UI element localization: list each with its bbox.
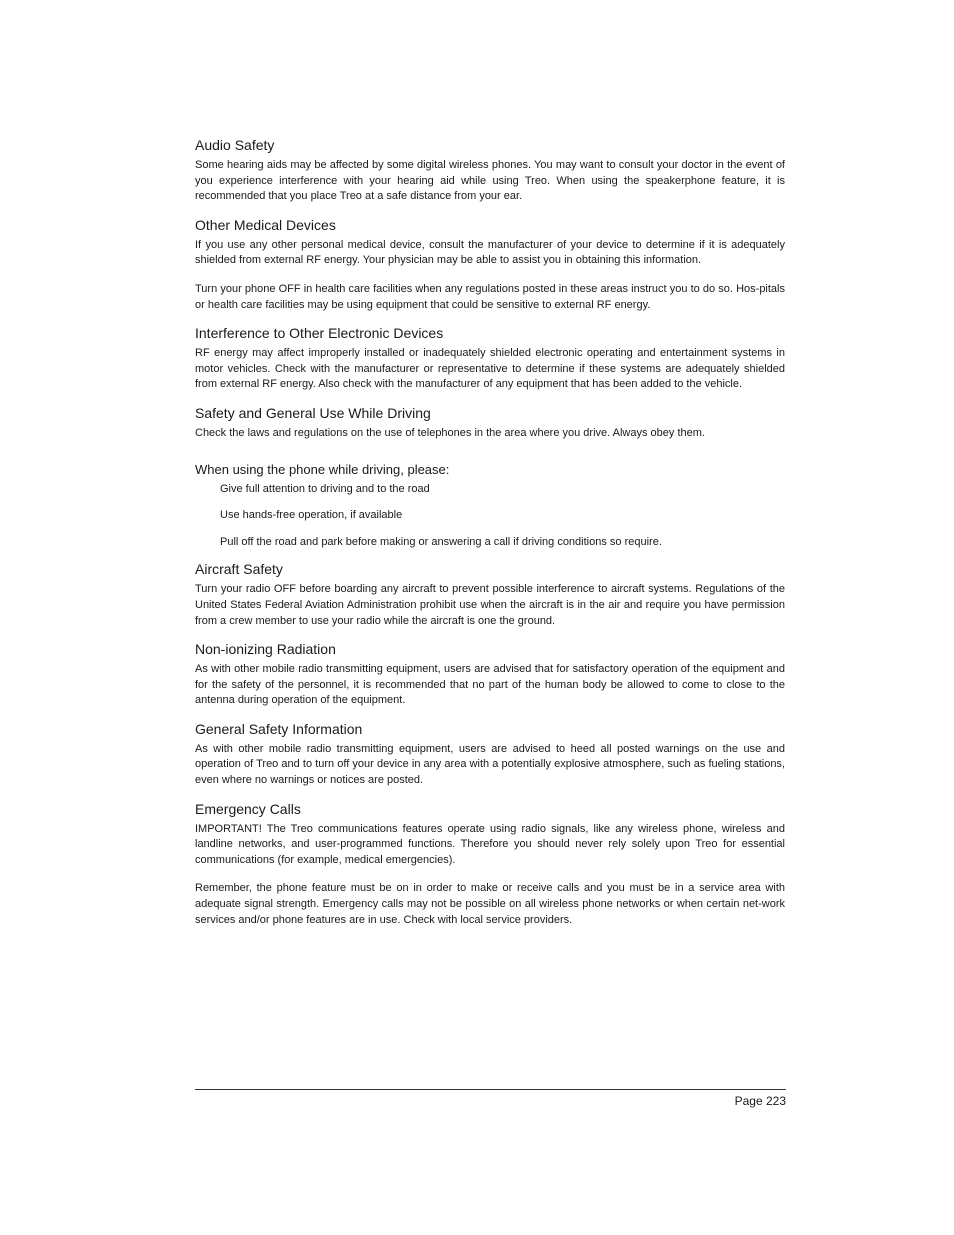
section-paragraph: Check the laws and regulations on the use of telephones in the area where you drive. Always obey them. <box>195 426 705 439</box>
section-paragraph: If you use any other personal medical device, consult the manufacturer of your device to determine if it is adequately shielded from external RF energy. Your physician may be able to assist you in obtaining this information. <box>195 238 785 267</box>
section-non-ionizing-radiation <box>195 640 785 709</box>
section-paragraph: Turn your phone OFF in health care facilities when any regulations posted in these areas instruct you to do so. Hos-pitals or health care facilities may be using equipment that could be sensitive to external RF energy. <box>195 282 785 311</box>
section-audio-safety <box>195 136 785 205</box>
section-heading: Interference to Other Electronic Devices <box>195 325 444 342</box>
driving-lead: When using the phone while driving, please: <box>195 461 450 477</box>
section-paragraph: Remember, the phone feature must be on in order to make or receive calls and you must be in a service area with adequate signal strength. Emergency calls may not be possible on all wireless phone networks or when certain net-work services and/or phone features are in use. Check with local service providers. <box>195 882 785 926</box>
section-paragraph: RF energy may affect improperly installed or inadequately shielded electronic operating and entertainment systems in motor vehicles. Check with the manufacturer or representative to determine if these systems are adequately shielded from external RF energy. Also check with the manufacturer of any equipment that has been added to the vehicle. <box>195 347 785 391</box>
section-paragraph: As with other mobile radio transmitting equipment, users are advised that for satisfactory operation of the equipment and for the safety of the personnel, it is recommended that no part of the human body be allowed to come to close to the antenna during operation of the equipment. <box>195 663 785 707</box>
section-heading: Aircraft Safety <box>195 561 283 578</box>
section-aircraft-safety <box>195 560 785 629</box>
list-item: Give full attention to driving and to the road <box>220 482 430 495</box>
section-heading: Non-ionizing Radiation <box>195 641 336 658</box>
section-emergency-calls <box>195 800 785 929</box>
page-content <box>195 136 785 939</box>
section-heading: Other Medical Devices <box>195 216 336 233</box>
page-number: Page 223 <box>734 1094 786 1108</box>
section-paragraph: As with other mobile radio transmitting equipment, users are advised to heed all posted warnings on the use and operation of Treo and to turn off your device in any area with a potentially explosive atmosphere, such as fueling stations, even where no warnings or notices are posted. <box>195 742 785 787</box>
section-interference <box>195 324 785 393</box>
section-general-safety <box>195 720 785 789</box>
list-item: Use hands-free operation, if available <box>220 509 403 522</box>
footer-divider <box>195 1089 786 1090</box>
section-paragraph: Turn your radio OFF before boarding any aircraft to prevent possible interference to aircraft systems. Regulations of the United States Federal Aviation Administration prohibit use when the aircraft is in the air and require you have permission from a crew member to use your radio while the aircraft is one the ground. <box>195 583 785 627</box>
list-item: Pull off the road and park before making or answering a call if driving conditions so require. <box>220 535 662 548</box>
section-paragraph: IMPORTANT! The Treo communications features operate using radio signals, like any wireless phone, wireless and landline networks, and user-programmed functions. Therefore you should never rely solely upon Treo for essential communications (for example, medical emergencies). <box>195 822 785 866</box>
section-heading: Emergency Calls <box>195 800 301 817</box>
section-driving <box>195 404 785 550</box>
section-heading: General Safety Information <box>195 720 363 737</box>
section-heading: Safety and General Use While Driving <box>195 404 431 421</box>
driving-list <box>195 482 785 551</box>
section-heading: Audio Safety <box>195 137 275 153</box>
section-paragraph: Some hearing aids may be affected by some digital wireless phones. You may want to consult your doctor in the event of you experience interference with your hearing aid while using Treo. When using the speakerphone feature, it is recommended that you place Treo at a safe distance from your ear. <box>195 159 785 203</box>
section-other-medical-devices <box>195 216 785 313</box>
